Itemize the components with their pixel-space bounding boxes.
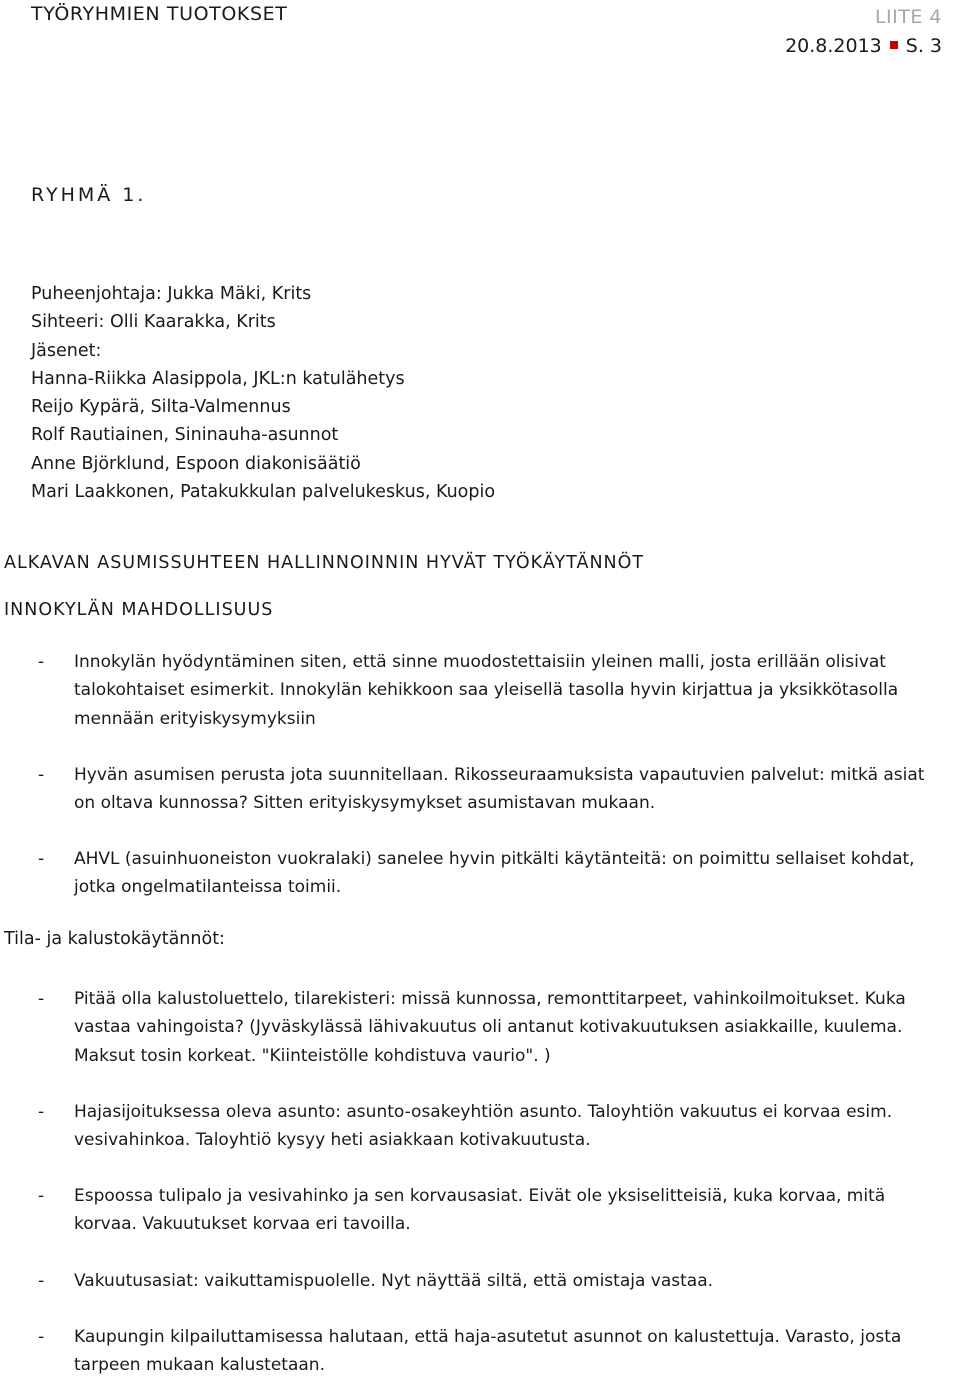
dash-bullet-icon: - xyxy=(38,1271,45,1291)
bullet-text: Vakuutusasiat: vaikuttamispuolelle. Nyt näyttää siltä, että omistaja vastaa. xyxy=(74,1271,714,1291)
bullet-text: AHVL (asuinhuoneiston vuokralaki) sanelee hyvin pitkälti käytänteitä: on poimittu sellaiset kohdat, jotka ongelmatilanteissa toimii. xyxy=(74,849,915,898)
bullet-item xyxy=(38,1098,946,1155)
dash-bullet-icon: - xyxy=(38,765,45,785)
member-list xyxy=(31,280,495,506)
section-heading-main: ALKAVAN ASUMISSUHTEEN HALLINNOINNIN HYVÄT TYÖKÄYTÄNNÖT xyxy=(4,553,645,573)
document-date: 20.8.2013 xyxy=(785,35,882,57)
red-square-marker-icon xyxy=(890,41,898,49)
date-page-line xyxy=(785,32,942,61)
bullet-text: Hyvän asumisen perusta jota suunnitellaan. Rikosseuraamuksista vapautuvien palvelut: mitkä asiat on oltava kunnossa? Sitten erityiskysymykset asumistavan mukaan. xyxy=(74,765,925,814)
member-list-item: Mari Laakkonen, Patakukkulan palvelukeskus, Kuopio xyxy=(31,482,496,503)
bullet-text: Kaupungin kilpailuttamisessa halutaan, että haja-asutetut asunnot on kalustettuja. Varasto, josta tarpeen mukaan kalustetaan. xyxy=(74,1327,902,1376)
section-heading-innokyla: INNOKYLÄN MAHDOLLISUUS xyxy=(4,600,274,620)
member-list-item: Anne Björklund, Espoon diakonisäätiö xyxy=(31,453,361,474)
dash-bullet-icon: - xyxy=(38,1327,45,1347)
bullet-text: Hajasijoituksessa oleva asunto: asunto-osakeyhtiön asunto. Taloyhtiön vakuutus ei korvaa esim. vesivahinkoa. Taloyhtiö kysyy heti asiakkaan kotivakuutusta. xyxy=(74,1102,893,1151)
bullet-item xyxy=(38,985,946,1070)
document-header-title: TYÖRYHMIEN TUOTOKSET xyxy=(31,3,288,25)
bullet-item xyxy=(38,845,946,902)
dash-bullet-icon: - xyxy=(38,989,45,1009)
member-list-item: Sihteeri: Olli Kaarakka, Krits xyxy=(31,312,276,333)
dash-bullet-icon: - xyxy=(38,652,45,672)
member-list-item: Hanna-Riikka Alasippola, JKL:n katulähetys xyxy=(31,368,405,389)
bullet-text: Innokylän hyödyntäminen siten, että sinne muodostettaisiin yleinen malli, josta erillään olisivat talokohtaiset esimerkit. Innokylän kehikkoon saa yleisellä tasolla hyvin kirjattua ja yksikkötasolla mennään erityiskysymyksiin xyxy=(74,652,899,729)
bullet-item xyxy=(38,1182,946,1239)
dash-bullet-icon: - xyxy=(38,1186,45,1206)
member-list-item: Rolf Rautiainen, Sininauha-asunnot xyxy=(31,425,339,446)
bullet-item xyxy=(38,1267,946,1295)
bullet-item xyxy=(38,761,946,818)
page-number: S. 3 xyxy=(905,35,942,57)
dash-bullet-icon: - xyxy=(38,1102,45,1122)
dash-bullet-icon: - xyxy=(38,849,45,869)
bullet-text: Pitää olla kalustoluettelo, tilarekisteri: missä kunnossa, remonttitarpeet, vahinkoilmoitukset. Kuka vastaa vahingoista? (Jyväskylässä lähivakuutus oli antanut kotivakuutuksen asiakkaille, kuulema. Maksut tosin korkeat. "Kiinteistölle kohdistuva vaurio". ) xyxy=(74,989,906,1066)
bullet-item xyxy=(38,1323,946,1380)
member-list-item: Puheenjohtaja: Jukka Mäki, Krits xyxy=(31,284,312,304)
member-list-item: Reijo Kypärä, Silta-Valmennus xyxy=(31,397,291,418)
member-list-item: Jäsenet: xyxy=(31,340,102,361)
bullet-text: Espoossa tulipalo ja vesivahinko ja sen korvausasiat. Eivät ole yksiselitteisiä, kuka korvaa, mitä korvaa. Vakuutukset korvaa eri tavoilla. xyxy=(74,1186,886,1235)
group-title: RYHMÄ 1. xyxy=(31,184,147,206)
appendix-label: LIITE 4 xyxy=(874,6,942,28)
bullet-item xyxy=(38,648,946,733)
document-header-meta xyxy=(785,3,942,61)
section-heading-tila: Tila- ja kalustokäytännöt: xyxy=(4,929,225,949)
